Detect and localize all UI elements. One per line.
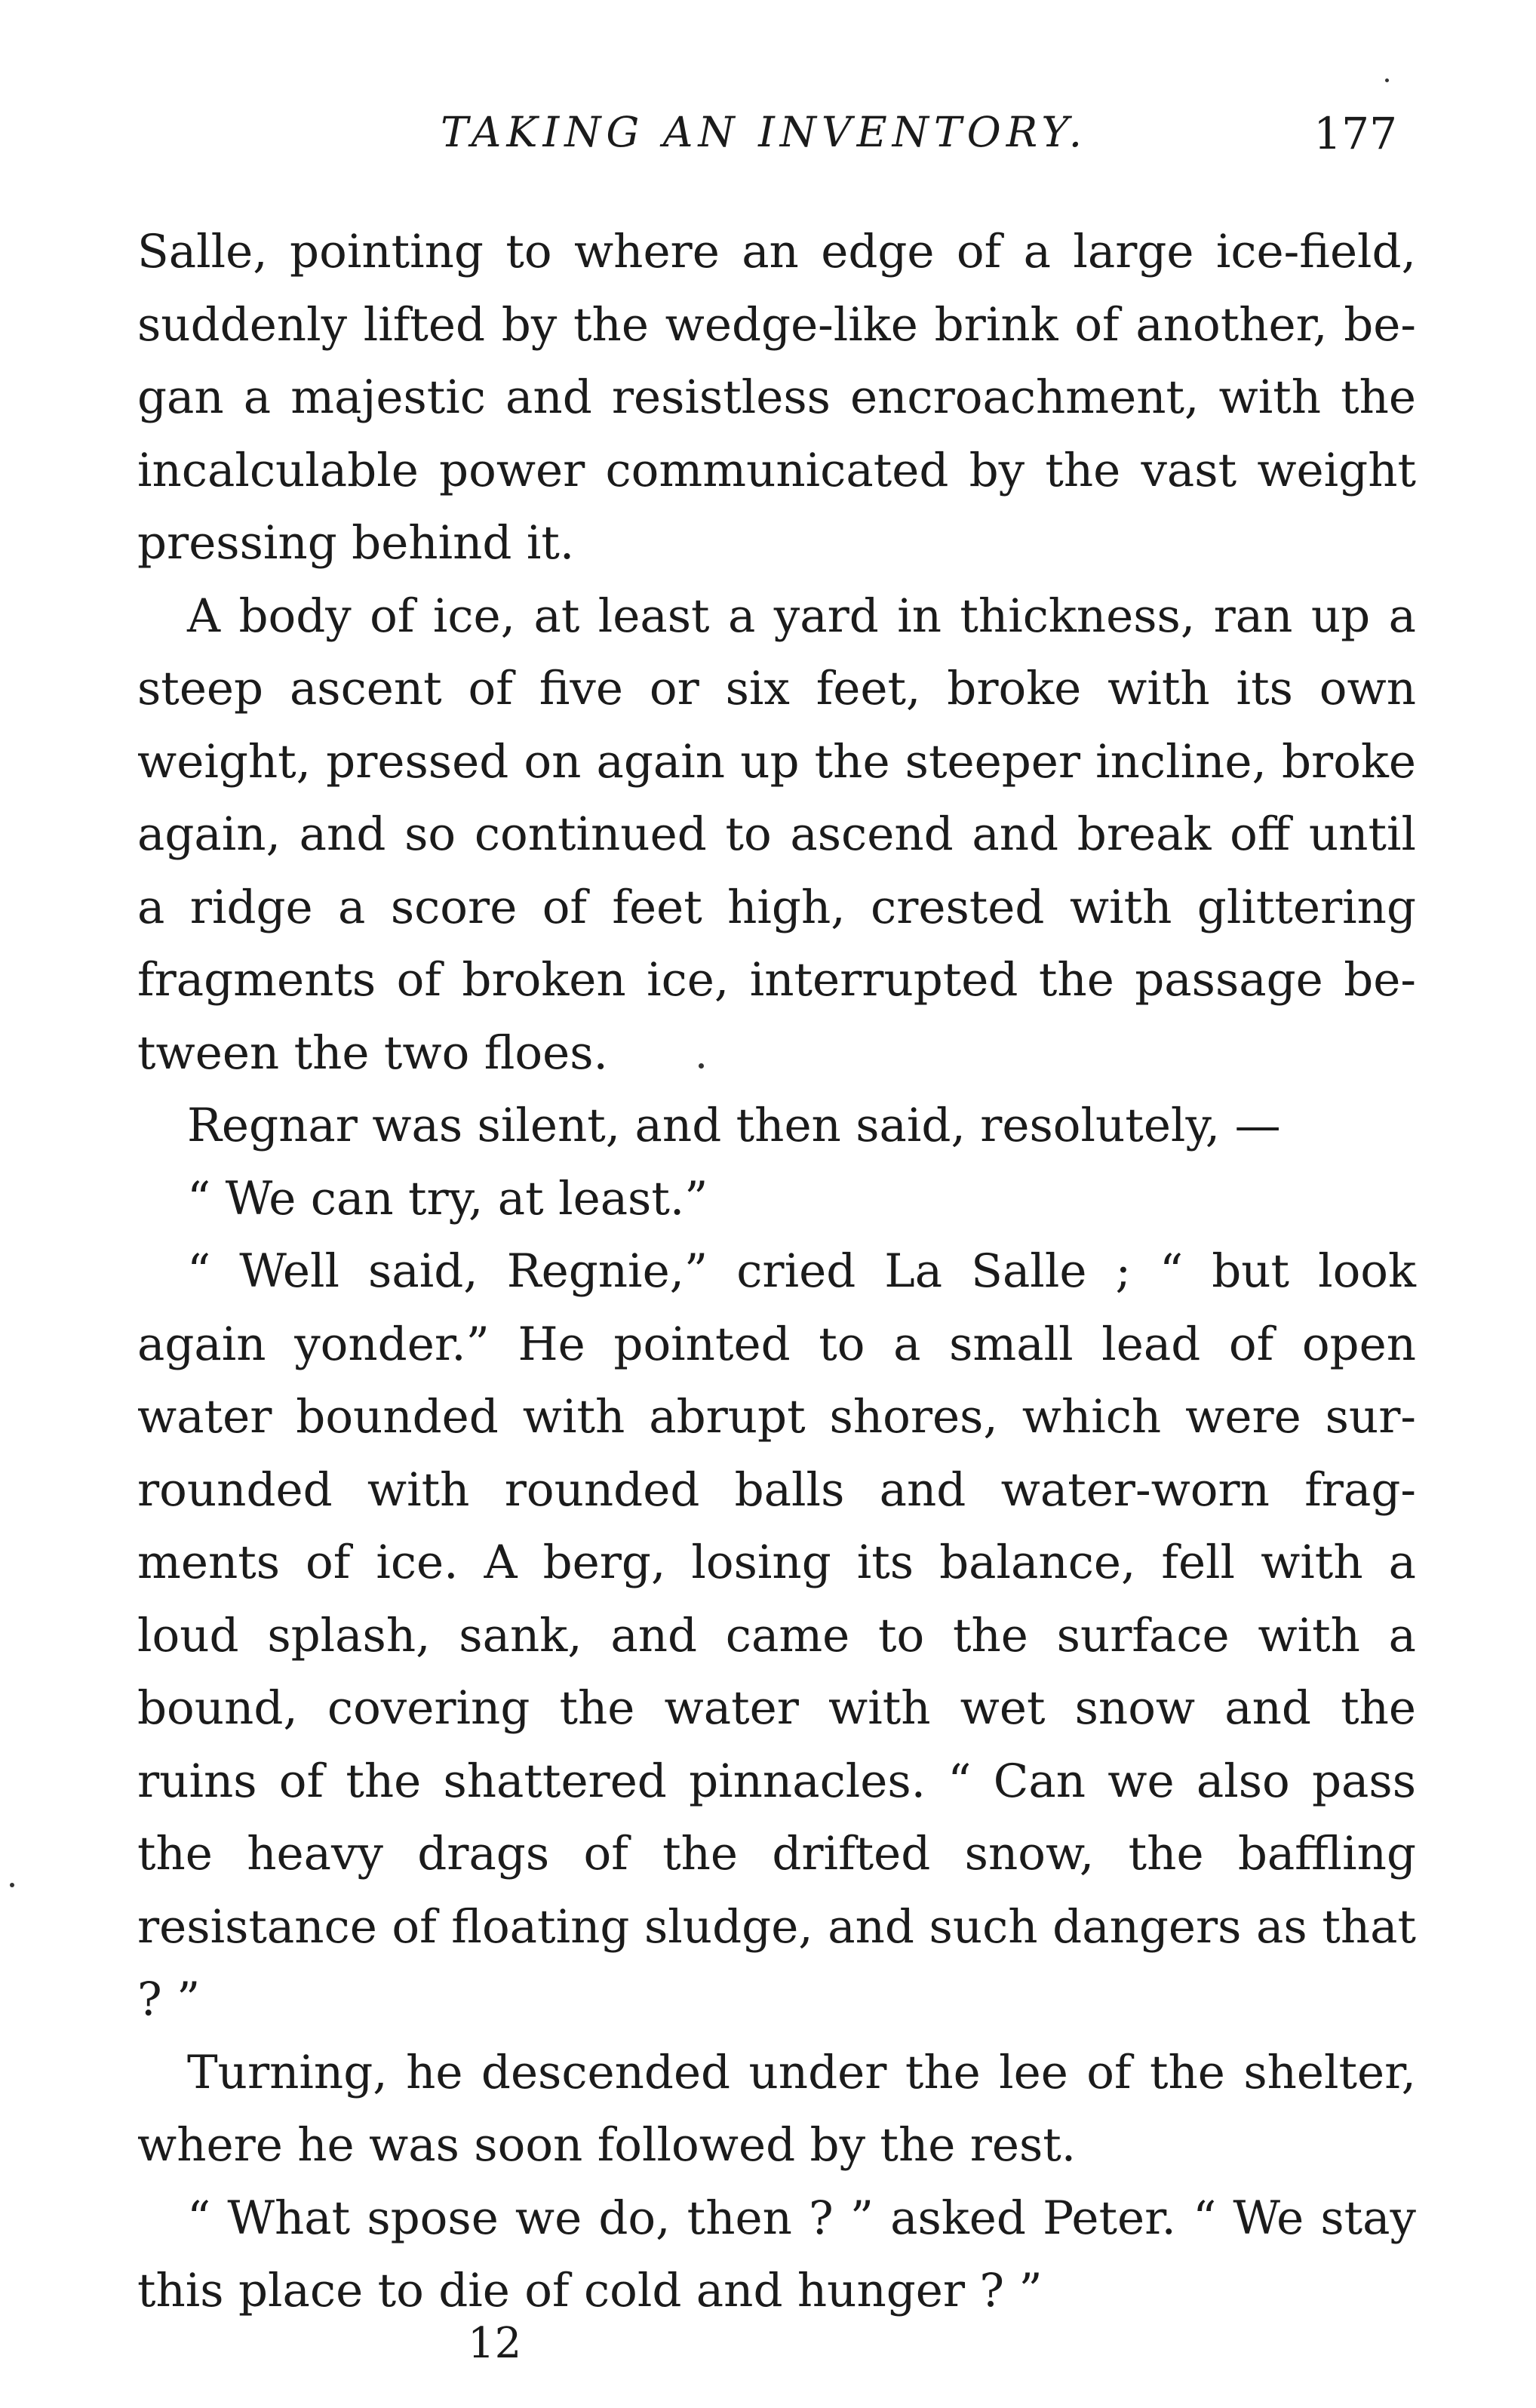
paragraph-3: Regnar was silent, and then said, resolutely, — bbox=[187, 1099, 1281, 1152]
paragraph-5: “ Well said, Regnie,” cried La Salle ; “ but look again yonder.” He pointed to a small lead of open water bounded with abrupt shores, which were sur-rounded with rounded balls and water-worn frag-ments of ice. A berg, losing its balance, fell with a loud splash, sank, and came to the surface with a bound, covering the water with wet snow and the ruins of the shattered pinnacles. “ Can we also pass the heavy drags of the drifted snow, the baffling resistance of floating sludge, and such dangers as that ? ” bbox=[137, 1244, 1416, 2026]
paragraph-7: “ What spose we do, then ? ” asked Peter. “ We stay this place to die of cold and hunger ? ” bbox=[137, 2191, 1416, 2317]
page-number: 177 bbox=[1313, 108, 1397, 159]
paper-speck bbox=[10, 1883, 14, 1887]
body-text bbox=[137, 216, 1416, 2328]
paragraph-4: “ We can try, at least.” bbox=[187, 1171, 708, 1226]
paragraph-6: Turning, he descended under the lee of the shelter, where he was soon followed by the rest. bbox=[137, 2045, 1416, 2172]
paper-speck bbox=[699, 1063, 704, 1069]
running-title: TAKING AN INVENTORY. bbox=[441, 108, 1088, 156]
paragraph-2: A body of ice, at least a yard in thickness, ran up a steep ascent of five or six feet, broke with its own weight, pressed on again up the steeper incline, broke again, and so continued to ascend and break off until a ridge a score of feet high, crested with glittering fragments of broken ice, interrupted the passage be-tween the two floes. bbox=[137, 589, 1416, 1080]
signature-mark: 12 bbox=[468, 2319, 522, 2368]
paper-speck bbox=[1385, 78, 1389, 82]
paragraph-1: Salle, pointing to where an edge of a large ice-field, suddenly lifted by the wedge-like brink of another, be-gan a majestic and resistless encroachment, with the incalculable power communicated by the vast weight pressing behind it. bbox=[137, 225, 1416, 570]
